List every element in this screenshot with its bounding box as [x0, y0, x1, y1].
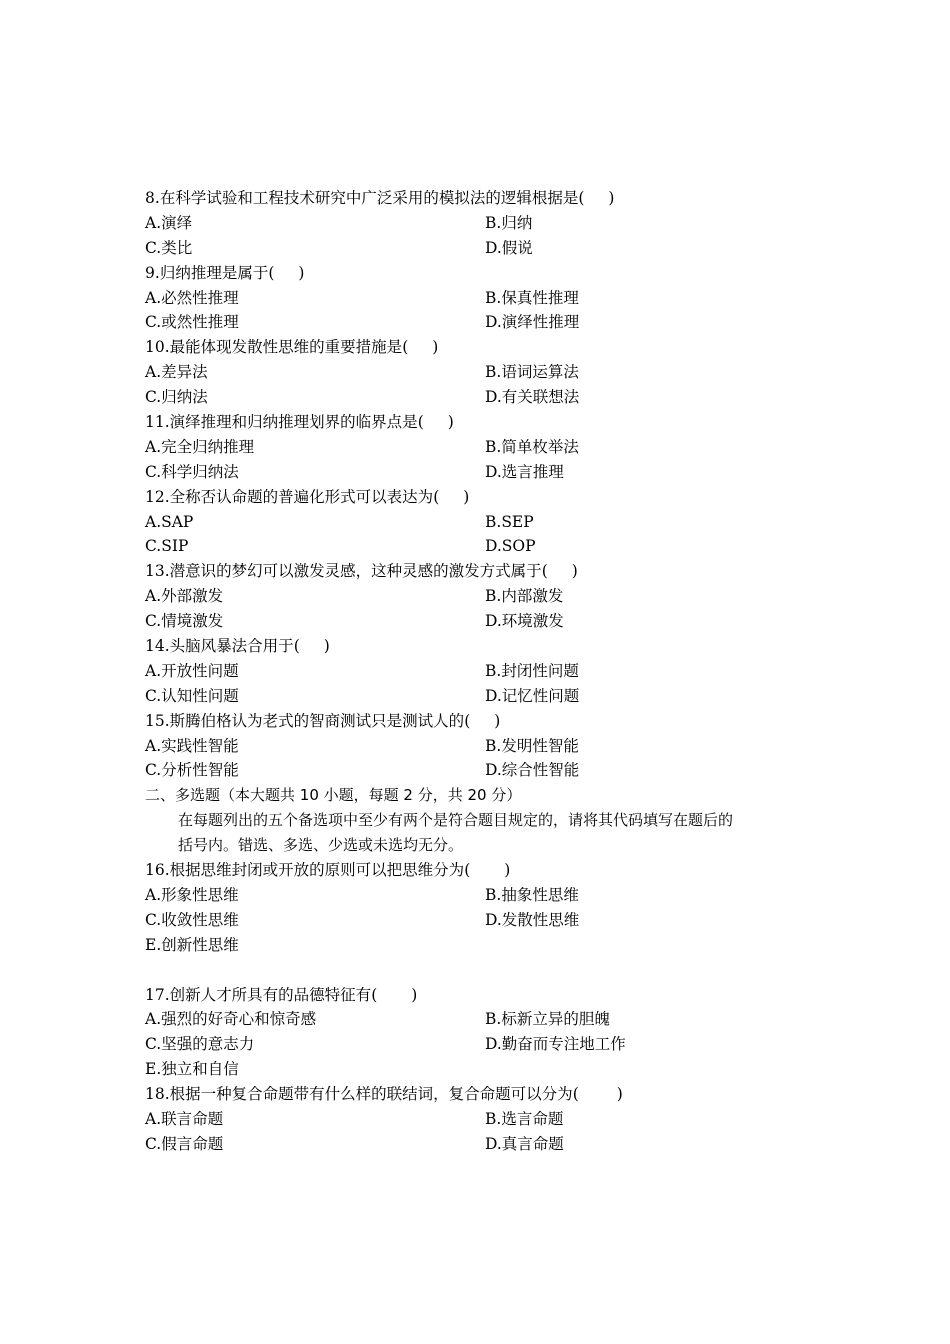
question-stem — [145, 410, 825, 435]
option: B.语词运算法 — [485, 363, 579, 382]
question-number: 12 — [145, 487, 165, 506]
option: D.记忆性问题 — [485, 686, 580, 705]
question-stem — [145, 559, 825, 584]
punct-open: ( — [417, 413, 424, 432]
option: A.完全归纳推理 — [145, 437, 255, 456]
punct-close: ) — [494, 711, 501, 730]
question-stem: 18.根据一种复合命题带有什么样的联结词，复合命题可以分为( ) — [145, 1085, 623, 1104]
question-number: 9 — [145, 263, 155, 282]
option-row — [145, 286, 825, 311]
question-number: 17 — [145, 985, 165, 1004]
question-number: 11 — [145, 413, 165, 432]
option: B.归纳 — [485, 213, 533, 232]
option-row — [145, 236, 825, 261]
option: A.演绎 — [145, 213, 193, 232]
option: E.独立和自信 — [145, 1060, 239, 1079]
option: B.选言命题 — [485, 1109, 564, 1128]
punct-open: ( — [268, 263, 275, 282]
option: C.收敛性思维 — [145, 910, 239, 929]
option-row — [145, 584, 825, 609]
question-stem — [145, 335, 825, 360]
question-text: 根据一种复合命题带有什么样的联结词，复合命题可以分为 — [169, 1085, 573, 1104]
punct-dot: . — [164, 338, 170, 357]
option-row — [145, 1132, 825, 1157]
punct-dot: . — [164, 637, 170, 656]
option: D.选言推理 — [485, 462, 564, 481]
option: C.分析性智能 — [145, 761, 239, 780]
question-text: 全称否认命题的普遍化形式可以表达为 — [169, 487, 434, 506]
question-text: 归纳推理是属于 — [159, 263, 269, 282]
option: C.或然性推理 — [145, 313, 239, 332]
question-text: 在科学试验和工程技术研究中广泛采用的模拟法的逻辑根据是 — [159, 189, 579, 207]
question-text: 头脑风暴法合用于 — [169, 637, 294, 656]
punct-open: ( — [578, 189, 585, 207]
option: A.SAP — [145, 512, 194, 531]
question-text: 潜意识的梦幻可以激发灵感，这种灵感的激发方式属于 — [169, 562, 542, 581]
punct-dot: . — [154, 263, 160, 282]
option: D.有关联想法 — [485, 388, 580, 407]
option: C.情境激发 — [145, 612, 224, 631]
option-row — [145, 1107, 825, 1132]
option: C.类比 — [145, 238, 193, 257]
question-number: 14 — [145, 637, 165, 656]
option: D.综合性智能 — [485, 761, 580, 780]
option-row — [145, 211, 825, 236]
option: C.归纳法 — [145, 388, 208, 407]
question-number: 15 — [145, 711, 165, 730]
question-text: 斯腾伯格认为老式的智商测试只是测试人的 — [169, 711, 465, 730]
question-stem — [145, 186, 825, 211]
punct-open: ( — [293, 637, 300, 656]
question-stem: 17.创新人才所具有的品德特征有( ) — [145, 985, 418, 1004]
option-row — [145, 684, 825, 709]
option: A.形象性思维 — [145, 885, 239, 904]
question-stem — [145, 634, 825, 659]
question-text: 最能体现发散性思维的重要措施是 — [169, 338, 403, 357]
option: B.保真性推理 — [485, 288, 579, 307]
option-row — [145, 883, 825, 908]
question-number: 13 — [145, 562, 165, 581]
punct-dot: . — [164, 413, 170, 432]
punct-dot: . — [154, 189, 160, 207]
option: D.发散性思维 — [485, 910, 580, 929]
option-row — [145, 460, 825, 485]
option: D.环境激发 — [485, 612, 564, 631]
option: D.假说 — [485, 238, 533, 257]
punct-open: ( — [541, 562, 548, 581]
punct-close: ) — [323, 637, 330, 656]
punct-close: ) — [463, 487, 470, 506]
option: B.简单枚举法 — [485, 437, 579, 456]
option: A.联言命题 — [145, 1109, 224, 1128]
option: C.科学归纳法 — [145, 462, 239, 481]
option: C.认知性问题 — [145, 686, 239, 705]
option-row — [145, 510, 825, 535]
section-instruction: 括号内。错选、多选、少选或未选均无分。 — [178, 836, 464, 855]
punct-close: ) — [298, 263, 305, 282]
option-row — [145, 1032, 825, 1057]
option: D.真言命题 — [485, 1134, 564, 1153]
question-stem — [145, 709, 825, 734]
option-row — [145, 908, 825, 933]
option: D.SOP — [485, 537, 536, 556]
option-row — [145, 609, 825, 634]
option: A.差异法 — [145, 363, 208, 382]
punct-dot: . — [164, 487, 170, 506]
option: C.SIP — [145, 537, 189, 556]
option: D.勤奋而专注地工作 — [485, 1035, 626, 1054]
punct-close: ) — [571, 562, 578, 581]
question-stem — [145, 261, 825, 286]
option: B.封闭性问题 — [485, 661, 579, 680]
question-number: 16 — [145, 861, 165, 880]
question-stem: 16.根据思维封闭或开放的原则可以把思维分为( ) — [145, 861, 511, 880]
option: B.标新立异的胆魄 — [485, 1010, 610, 1029]
option: B.抽象性思维 — [485, 885, 579, 904]
option-row — [145, 659, 825, 684]
punct-open: ( — [402, 338, 409, 357]
option-row — [145, 310, 825, 335]
section-heading: 二、多选题（本大题共 10 小题，每题 2 分，共 20 分） — [145, 786, 522, 805]
option: C.坚强的意志力 — [145, 1035, 255, 1054]
option: B.内部激发 — [485, 587, 564, 606]
option: A.外部激发 — [145, 587, 224, 606]
question-number: 18 — [145, 1085, 165, 1104]
option: A.开放性问题 — [145, 661, 239, 680]
question-text: 根据思维封闭或开放的原则可以把思维分为 — [169, 861, 465, 880]
question-number: 10 — [145, 338, 165, 357]
punct-open: ( — [464, 711, 471, 730]
punct-close: ) — [447, 413, 454, 432]
option: A.强烈的好奇心和惊奇感 — [145, 1010, 317, 1029]
punct-dot: . — [164, 711, 170, 730]
option: D.演绎性推理 — [485, 313, 580, 332]
option-row — [145, 1007, 825, 1032]
option: B.SEP — [485, 512, 534, 531]
option: C.假言命题 — [145, 1134, 224, 1153]
option-row — [145, 360, 825, 385]
option: A.实践性智能 — [145, 736, 239, 755]
option-row — [145, 734, 825, 759]
question-list — [145, 186, 825, 1157]
question-text: 创新人才所具有的品德特征有 — [169, 985, 372, 1004]
spacer — [145, 958, 825, 983]
option: E.创新性思维 — [145, 935, 239, 954]
punct-open: ( — [433, 487, 440, 506]
option-row — [145, 385, 825, 410]
question-number: 8 — [145, 189, 155, 207]
option-row — [145, 758, 825, 783]
option-row — [145, 435, 825, 460]
option-row — [145, 534, 825, 559]
question-text: 演绎推理和归纳推理划界的临界点是 — [169, 413, 418, 432]
option: B.发明性智能 — [485, 736, 579, 755]
option: A.必然性推理 — [145, 288, 239, 307]
punct-close: ) — [432, 338, 439, 357]
question-stem — [145, 485, 825, 510]
punct-dot: . — [164, 562, 170, 581]
section-instruction: 在每题列出的五个备选项中至少有两个是符合题目规定的，请将其代码填写在题后的 — [178, 811, 734, 830]
single-choice-questions — [145, 186, 825, 783]
punct-close: ) — [608, 189, 615, 207]
